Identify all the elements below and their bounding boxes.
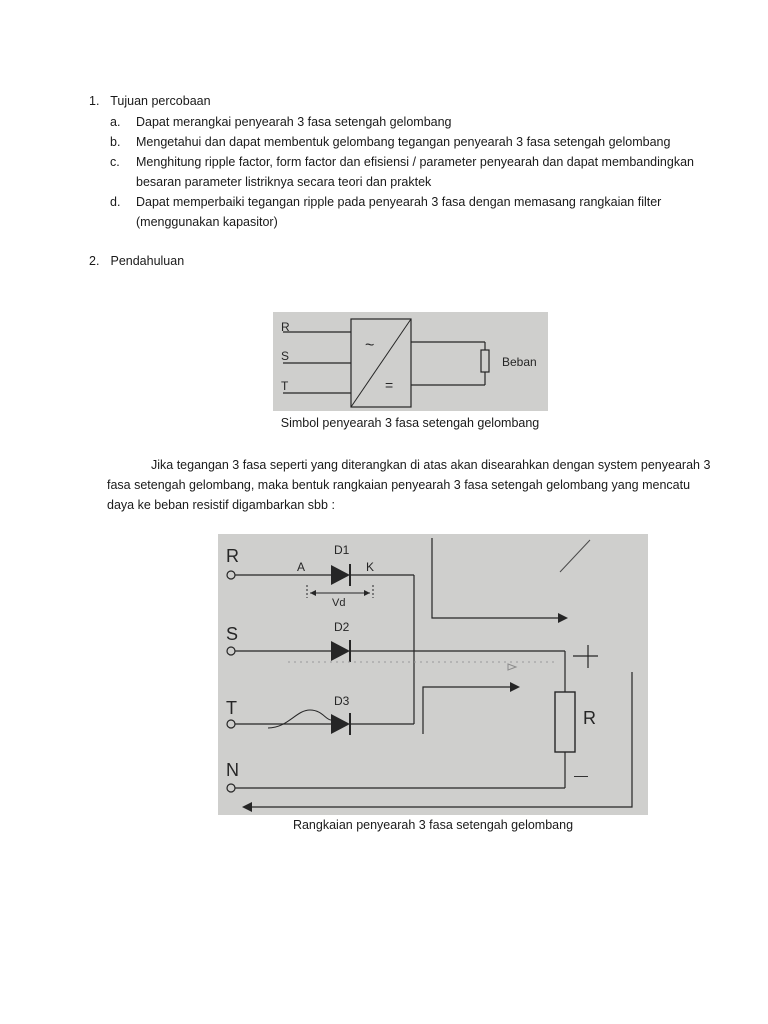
objective-text: Mengetahui dan dapat membentuk gelombang tegangan penyearah 3 fasa setengah gelombang xyxy=(136,135,671,149)
objective-item-c xyxy=(110,152,720,192)
section-1-title: Tujuan percobaan xyxy=(110,94,211,108)
objective-item-d xyxy=(110,192,720,232)
dc-symbol: = xyxy=(385,377,394,393)
objective-text: Dapat merangkai penyearah 3 fasa setengah gelombang xyxy=(136,115,452,129)
label-minus: — xyxy=(574,767,588,783)
figure-2-caption: Rangkaian penyearah 3 fasa setengah gelombang xyxy=(292,818,574,832)
ac-symbol: ~ xyxy=(365,337,375,354)
label-n: N xyxy=(226,760,239,780)
label-anode: A xyxy=(297,560,306,574)
intro-paragraph xyxy=(107,455,719,515)
objective-text: Menghitung ripple factor, form factor dan efisiensi / parameter penyearah dan dapat membandingkan besaran parameter listriknya secara teori dan praktek xyxy=(136,155,694,189)
objective-text: Dapat memperbaiki tegangan ripple pada penyearah 3 fasa dengan memasang rangkaian filter (menggunakan kapasitor) xyxy=(136,195,662,229)
label-beban: Beban xyxy=(502,355,537,369)
objective-letter: c. xyxy=(110,155,120,169)
figure-1-caption: Simbol penyearah 3 fasa setengah gelombang xyxy=(280,416,540,430)
rectifier-symbol-diagram xyxy=(273,312,548,411)
section-2-title: Pendahuluan xyxy=(110,254,185,268)
label-r: R xyxy=(226,546,239,566)
label-s: S xyxy=(281,349,290,363)
section-1-number: 1. xyxy=(89,94,100,108)
label-d3: D3 xyxy=(334,694,350,708)
section-1-heading xyxy=(89,94,211,108)
rectifier-circuit-figure xyxy=(218,534,648,815)
rectifier-symbol-figure xyxy=(273,312,548,411)
label-t: T xyxy=(281,379,289,393)
intro-paragraph-text: Jika tegangan 3 fasa seperti yang diterangkan di atas akan disearahkan dengan system penyearah 3 fasa setengah gelombang, maka bentuk rangkaian penyearah 3 fasa setengah gelombang yang mencatu daya ke beban resistif digambarkan sbb : xyxy=(107,458,711,512)
section-2-number: 2. xyxy=(89,254,100,268)
objective-letter: a. xyxy=(110,115,121,129)
objective-letter: b. xyxy=(110,135,121,149)
label-t: T xyxy=(226,698,237,718)
section-2-heading xyxy=(89,254,184,268)
objective-letter: d. xyxy=(110,195,121,209)
label-resistor: R xyxy=(583,708,596,728)
label-r: R xyxy=(281,320,290,334)
rectifier-circuit-diagram xyxy=(218,534,648,815)
label-vd: Vd xyxy=(332,597,346,609)
label-d2: D2 xyxy=(334,620,350,634)
label-d1: D1 xyxy=(334,543,350,557)
label-s: S xyxy=(226,624,239,644)
label-cathode: K xyxy=(366,560,375,574)
